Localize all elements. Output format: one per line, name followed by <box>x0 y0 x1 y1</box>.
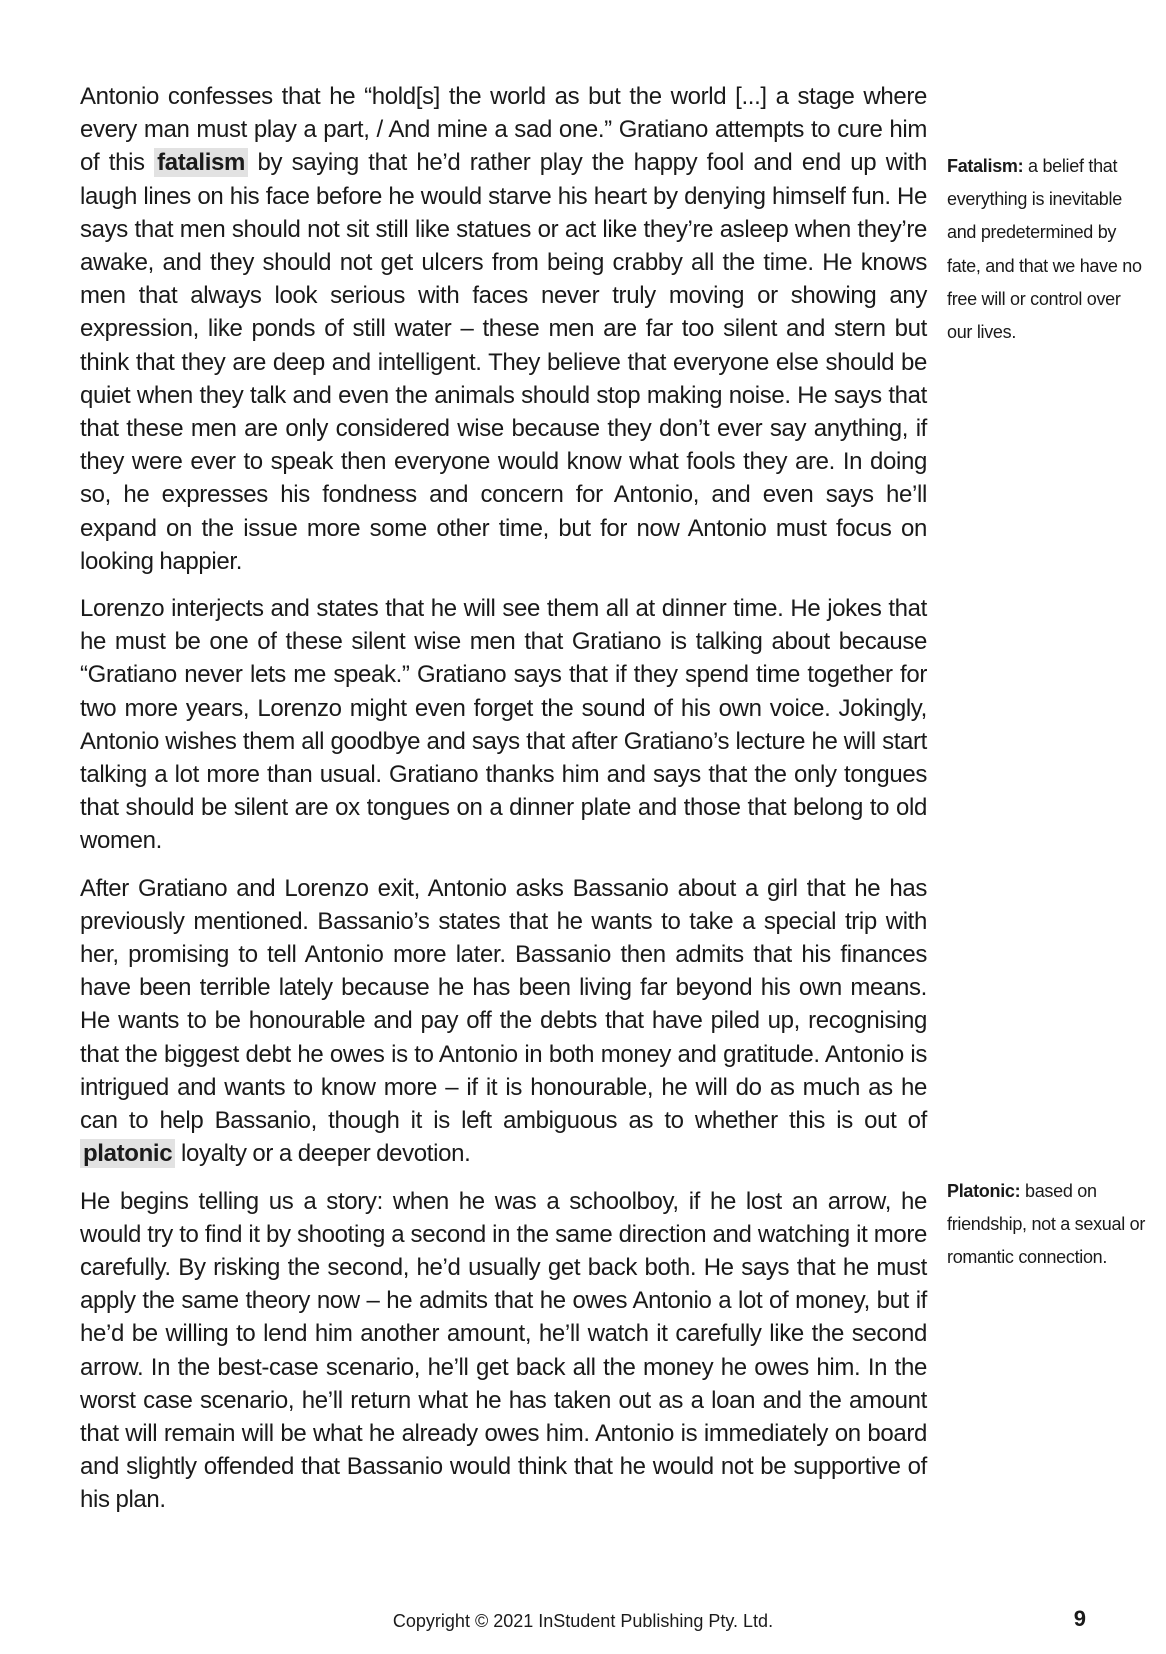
glossary-term-platonic: Platonic: <box>947 1181 1021 1201</box>
keyword-fatalism: fatalism <box>154 148 248 177</box>
keyword-platonic: platonic <box>80 1139 175 1168</box>
glossary-term-fatalism: Fatalism: <box>947 156 1024 176</box>
main-text-column <box>80 80 927 1517</box>
paragraph-1 <box>80 80 927 578</box>
paragraph-3 <box>80 872 927 1171</box>
paragraph-3-text-after: loyalty or a deeper devotion. <box>175 1140 471 1168</box>
page-number: 9 <box>1073 1606 1086 1631</box>
glossary-note-platonic <box>947 1175 1147 1275</box>
paragraph-3-text-before: After Gratiano and Lorenzo exit, Antonio asks Bassanio about a girl that he has previously mentioned. Bassanio’s states that he wants to take a special trip with her, promising to tell Antonio more later. Bassanio then admits that his finances have been terrible lately because he has been living far beyond his own means. He wants to be honourable and pay off the debts that have piled up, recognising that the biggest debt he owes is to Antonio in both money and gratitude. Antonio is intrigued and wants to know more – if it is honourable, he will do as much as he can to help Bassanio, though it is left ambiguous as to whether this is out of <box>80 874 927 1135</box>
paragraph-2: Lorenzo interjects and states that he will see them all at dinner time. He jokes that he must be one of these silent wise men that Gratiano is talking about because “Gratiano never lets me speak.” Gratiano says that if they spend time together for two more years, Lorenzo might even forget the sound of his own voice. Jokingly, Antonio wishes them all goodbye and says that after Gratiano’s lecture he will start talking a lot more than usual. Gratiano thanks him and says that the only tongues that should be silent are ox tongues on a dinner plate and those that belong to old women. <box>80 595 927 855</box>
glossary-definition-platonic: based on friendship, not a sexual or romantic connection. <box>947 1181 1146 1268</box>
glossary-definition-fatalism: a belief that everything is inevitable and predetermined by fate, and that we have no free will or control over our lives. <box>947 156 1142 343</box>
glossary-note-fatalism <box>947 150 1147 349</box>
paragraph-1-text-before: Antonio confesses that he “hold[s] the world as but the world [...] a stage where every man must play a part, / And mine a sad one.” Gratiano attempts to cure him of this <box>80 83 927 177</box>
paragraph-1-text-after: by saying that he’d rather play the happy fool and end up with laugh lines on his face before he would starve his heart by denying himself fun. He says that men should not sit still like statues or act like they’re asleep when they’re awake, and they should not get ulcers from being crabby all the time. He knows men that always look serious with faces never truly moving or showing any expression, like ponds of still water – these men are far too silent and stern but think that they are deep and intelligent. They believe that everyone else should be quiet when they talk and even the animals should stop making noise. He says that that these men are only considered wise because they don’t ever say anything, if they were ever to speak then everyone would know what fools they are. In doing so, he expresses his fondness and concern for Antonio, and even says he’ll expand on the issue more some other time, but for now Antonio must focus on looking happier. <box>80 149 927 575</box>
copyright-footer: Copyright © 2021 InStudent Publishing Pty. Ltd. <box>392 1611 774 1631</box>
paragraph-4: He begins telling us a story: when he was a schoolboy, if he lost an arrow, he would try to find it by shooting a second in the same direction and watching it more carefully. By risking the second, he’d usually get back both. He says that he must apply the same theory now – he admits that he owes Antonio a lot of money, but if he’d be willing to lend him another amount, he’ll watch it carefully like the second arrow. In the best-case scenario, he’ll get back all the money he owes him. In the worst case scenario, he’ll return what he has taken out as a loan and the amount that will remain will be what he already owes him. Antonio is immediately on board and slightly offended that Bassanio would think that he would not be supportive of his plan. <box>80 1187 927 1514</box>
